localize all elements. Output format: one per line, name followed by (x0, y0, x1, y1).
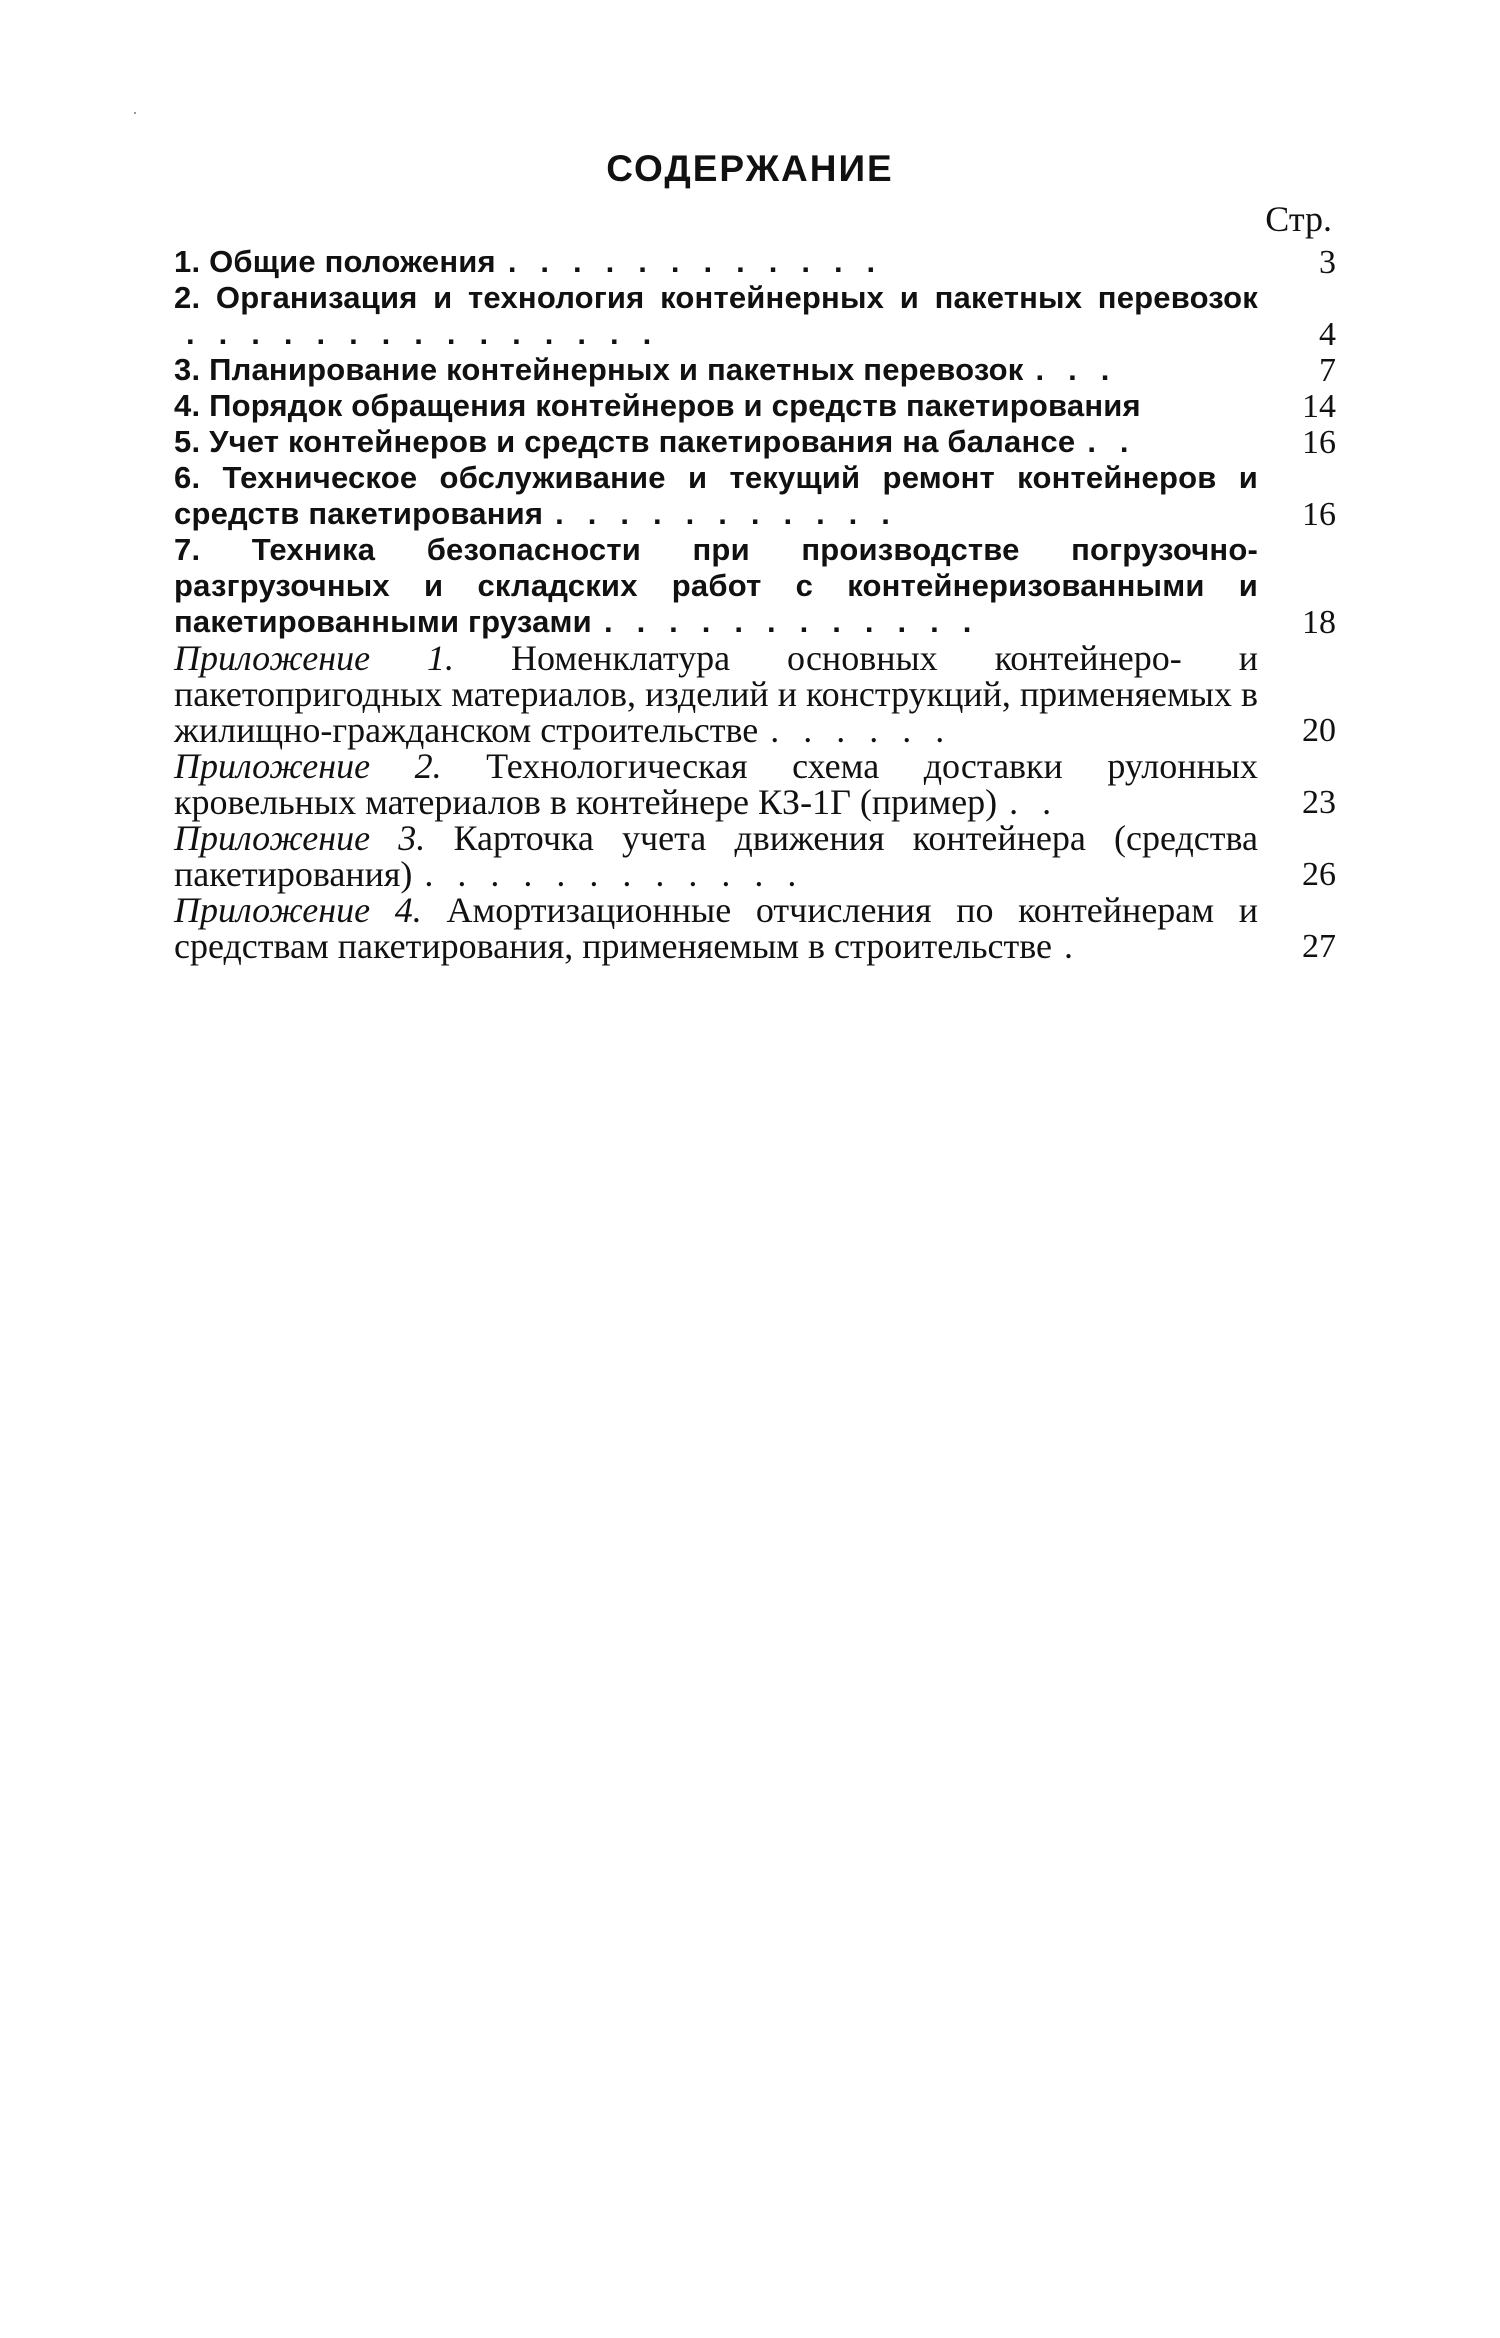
toc-entry-leader: ............... (186, 316, 676, 351)
toc-entry (174, 352, 1336, 388)
toc-entry-leader: ............ (424, 854, 821, 894)
toc-entry-leader: ...... (770, 710, 969, 750)
toc-appendix-label: Приложение 1. (174, 638, 455, 678)
toc-appendix-label: Приложение 4. (174, 890, 422, 930)
page-column-label: Стр. (1265, 199, 1332, 239)
toc-entry-page: 3 (1319, 244, 1336, 281)
toc-entry-number: 5. (174, 424, 201, 459)
toc-entry-page: 14 (1302, 388, 1336, 425)
toc-entry-page: 18 (1302, 604, 1336, 641)
toc-entry-title: Карточка учета движения контейнера (средства пакетирования) (174, 818, 1258, 894)
toc-entry (174, 424, 1336, 460)
toc-entry (174, 280, 1336, 352)
toc-appendix-entry (174, 640, 1336, 748)
toc-entry-title: Учет контейнеров и средств пакетирования на балансе (209, 424, 1076, 459)
toc-entry-title: Планирование контейнерных и пакетных перевозок (209, 352, 1024, 387)
toc-entry-title: Порядок обращения контейнеров и средств пакетирования (209, 388, 1141, 423)
toc-entry-page: 27 (1302, 928, 1336, 965)
toc-entry-title: Технологическая схема доставки рулонных кровельных материалов в контейнере КЗ-1Г (пример) (174, 746, 1258, 822)
toc-entry-page: 16 (1302, 496, 1336, 533)
page-mark (134, 112, 136, 114)
toc-entry-page: 26 (1302, 856, 1336, 893)
toc-appendix-entry (174, 892, 1336, 964)
toc-entry (174, 460, 1336, 532)
toc-entry-title: Организация и технология контейнерных и пакетных перевозок (215, 280, 1258, 315)
toc-appendix-entry (174, 820, 1336, 892)
toc-entry-number: 7. (174, 532, 201, 567)
toc-entry-leader: .. (1009, 782, 1076, 822)
toc-entry-number: 4. (174, 388, 201, 423)
toc-entry-number: 6. (174, 460, 201, 495)
toc-entry-title: Амортизационные отчисления по контейнерам и средствам пакетирования, применяемым в строительстве (174, 890, 1259, 966)
toc-entry-leader: .. (1087, 424, 1153, 459)
toc-appendix-label: Приложение 3. (174, 818, 426, 858)
toc-entry (174, 532, 1336, 640)
toc-entry-page: 7 (1319, 352, 1336, 389)
toc-entry-page: 20 (1302, 712, 1336, 749)
toc-entry-leader: ............ (507, 244, 900, 279)
toc-entry-title: Общие положения (209, 244, 496, 279)
toc-entry-page: 4 (1319, 316, 1336, 353)
toc-entry-number: 1. (174, 244, 201, 279)
toc-entry-leader: . (1064, 926, 1098, 966)
toc-entry (174, 244, 1336, 280)
toc-appendix-label: Приложение 2. (174, 746, 442, 786)
toc-entry-page: 16 (1302, 424, 1336, 461)
toc-entry-title: Номенклатура основных контейнеро- и пакетопригодных материалов, изделий и конструкций, применяемых в жилищно-гражданском строительстве (174, 638, 1258, 750)
toc-entry-page: 23 (1302, 784, 1336, 821)
toc-entry-title: Техника безопасности при производстве погрузочно-разгрузочных и складских работ с контейнеризованными и пакетированными грузами (174, 532, 1258, 639)
toc-entry (174, 388, 1336, 424)
toc-appendix-entry (174, 748, 1336, 820)
toc-entry-leader: ... (1035, 352, 1134, 387)
toc-entry-leader: ............ (603, 604, 996, 639)
toc-entry-number: 2. (174, 280, 201, 315)
table-of-contents (174, 244, 1336, 964)
toc-entry-leader: ........... (555, 496, 914, 531)
toc-entry-title: Техническое обслуживание и текущий ремонт контейнеров и средств пакетирования (174, 460, 1258, 531)
page-title: СОДЕРЖАНИЕ (606, 148, 894, 189)
toc-entry-number: 3. (174, 352, 201, 387)
